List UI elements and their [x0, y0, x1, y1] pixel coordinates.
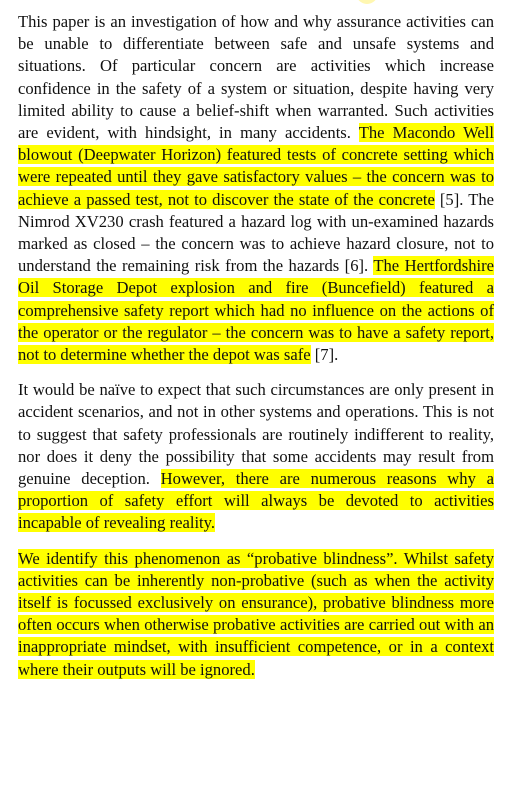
highlighted-text: We identify this phenomenon as “probative blindness”. Whilst safety activities can be inherently non-probative (such as when the activity itself is focussed exclusively on ensurance), probative blindness more often occurs when otherwise probative activities are carried out with an inappropriate mindset, with insufficient competence, or in a context where their outputs will be ignored. [18, 548, 494, 679]
text-segment: This paper is an investigation of how and why assurance activities can be unable to differentiate between safe and unsafe systems and situations. Of particular concern are activities which increase confidence in the safety of a system or situation, despite having very limited ability to cause a belief-shift when warranted. Such activities are evident, with hindsight, in many accidents. [18, 12, 494, 143]
paragraph-3 [18, 548, 494, 681]
paragraph-2 [18, 379, 494, 534]
highlighted-text: The Hertfordshire Oil Storage Depot explosion and fire (Buncefield) featured a comprehensive safety report which had no influence on the actions of the operator or the regulator – the concern was to have a safety report, not to determine whether the depot was safe [18, 256, 494, 365]
highlighted-text: However, there are numerous reasons why a proportion of safety effort will always be devoted to activities incapable of revealing reality. [18, 469, 494, 533]
highlighted-text: The Macondo Well blowout (Deepwater Horizon) featured tests of concrete setting which were repeated until they gave satisfactory values – the concern was to achieve a passed test, not to discover the state of the concrete [18, 123, 495, 209]
text-segment: [5]. The Nimrod XV230 crash featured a hazard log with un-examined hazards marked as closed – the concern was to achieve hazard closure, not to understand the remaining risk from the hazards [6]. [18, 189, 494, 276]
document-body [18, 11, 494, 681]
paragraph-1 [18, 11, 494, 366]
text-segment: [7]. [310, 345, 339, 365]
scroll-indicator [356, 0, 378, 4]
text-segment: It would be naïve to expect that such circumstances are only present in accident scenarios, and not in other systems and operations. This is not to suggest that safety professionals are routinely indifferent to reality, nor does it deny the possibility that some accidents may result from genuine deception. [18, 380, 494, 489]
